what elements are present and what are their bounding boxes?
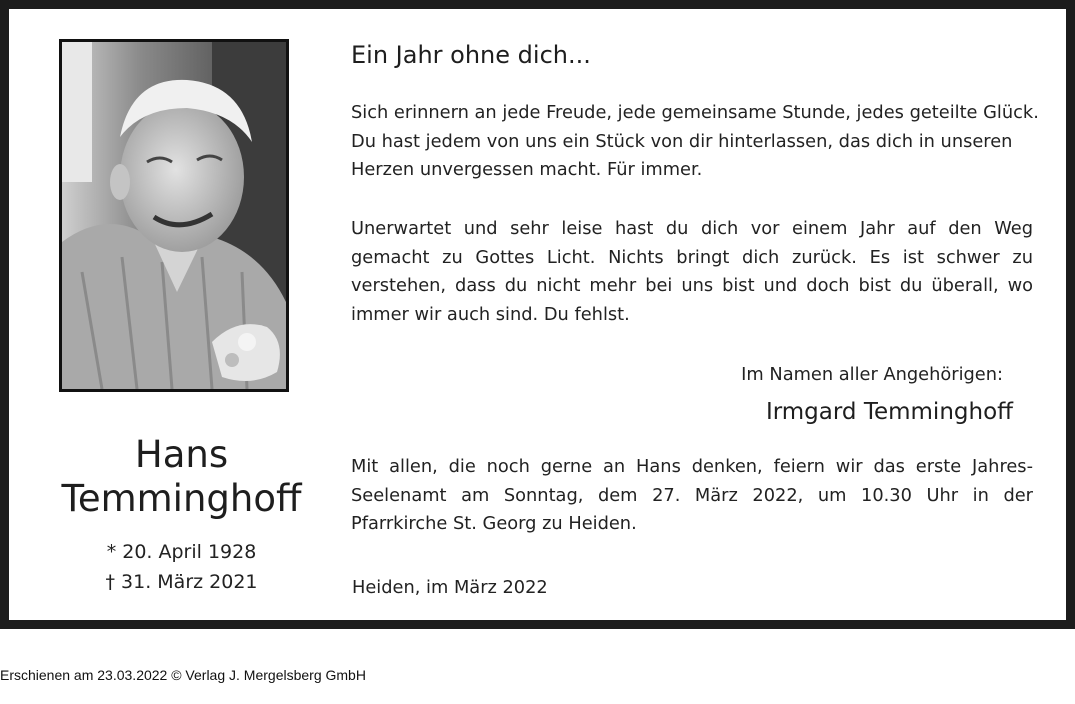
remembrance-paragraph: Sich erinnern an jede Freude, jede gemeinsame Stunde, jedes geteilte Glück. Du hast jedem von uns ein Stück von dir hinterlassen, das dich in unseren Herzen unvergessen macht. Für immer.: [351, 102, 1039, 181]
place-date: Heiden, im März 2022: [352, 577, 548, 598]
signature-name: Irmgard Temminghoff: [765, 399, 1013, 425]
farewell-paragraph: Unerwartet und sehr leise hast du dich vor einem Jahr auf den Weg gemacht zu Gottes Licht. Nichts bringt dich zurück. Es ist schwer zu verstehen, dass du nicht mehr bei uns bist und doch bist du überall, wo immer wir auch sind. Du fehlst.: [351, 218, 1033, 326]
portrait-image: [62, 42, 286, 389]
notice-heading: Ein Jahr ohne dich...: [351, 41, 591, 69]
birth-date: * 20. April 1928: [106, 541, 257, 563]
service-announcement: Mit allen, die noch gerne an Hans denken, feiern wir das erste Jahres-Seelenamt am Sonntag, dem 27. März 2022, um 10.30 Uhr in der Pfarrkirche St. Georg zu Heiden.: [351, 456, 1033, 535]
portrait-photo: [59, 39, 289, 392]
deceased-last-name: Temminghoff: [61, 477, 302, 520]
deceased-first-name: Hans: [134, 433, 229, 476]
signature-intro: Im Namen aller Angehörigen:: [741, 364, 1003, 385]
death-date: † 31. März 2021: [105, 571, 258, 593]
publication-footer: Erschienen am 23.03.2022 © Verlag J. Mergelsberg GmbH: [0, 667, 366, 683]
